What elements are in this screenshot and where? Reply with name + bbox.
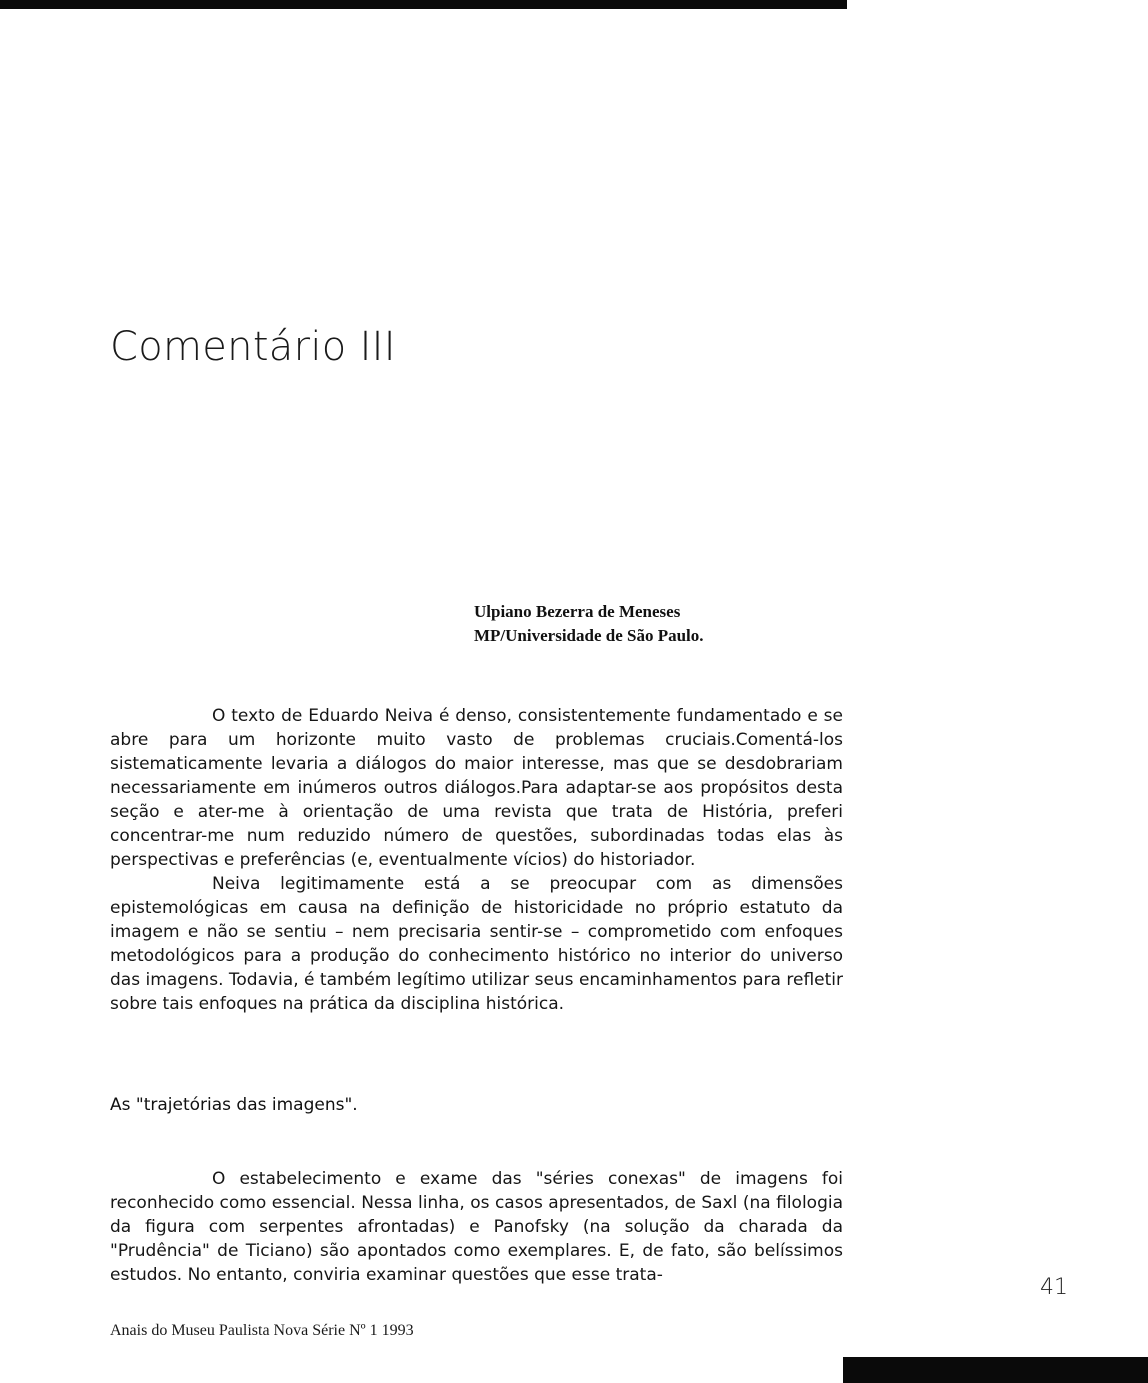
top-rule: [0, 0, 847, 9]
author-name: Ulpiano Bezerra de Meneses: [474, 602, 681, 621]
author-block: [474, 600, 704, 648]
section-heading: As "trajetórias das imagens".: [110, 1095, 358, 1115]
page-number: 41: [1040, 1275, 1068, 1300]
paragraph: O texto de Eduardo Neiva é denso, consistentemente fundamentado e se abre para um horizonte muito vasto de problemas cruciais.Comentá-los sistematicamente levaria a diálogos do maior interesse, mas que se desdobrariam necessariamente em inúmeros outros diálogos.Para adaptar-se aos propósitos desta seção e ater-me à orientação de uma revista que trata de História, preferi concentrar-me num reduzido número de questões, subordinadas todas elas às perspectivas e preferências (e, eventualmente vícios) do historiador.: [110, 706, 843, 870]
paragraph: O estabelecimento e exame das "séries conexas" de imagens foi reconhecido como essencial. Nessa linha, os casos apresentados, de Saxl (na filologia da figura com serpentes afrontadas) e Panofsky (na solução da charada da "Prudência" de Ticiano) são apontados como exemplares. E, de fato, são belíssimos estudos. No entanto, conviria examinar questões que esse trata-: [110, 1169, 843, 1285]
paragraph: Neiva legitimamente está a se preocupar com as dimensões epistemológicas em causa na definição de historicidade no próprio estatuto da imagem e não se sentiu – nem precisaria sentir-se – comprometido com enfoques metodológicos para a produção do conhecimento histórico no interior do universo das imagens. Todavia, é também legítimo utilizar seus encaminhamentos para refletir sobre tais enfoques na prática da disciplina histórica.: [110, 874, 843, 1014]
page-title: Comentário III: [110, 324, 396, 370]
bottom-bar: [843, 1357, 1148, 1383]
section-2-body: [110, 1167, 843, 1287]
journal-footer: Anais do Museu Paulista Nova Série Nº 1 1993: [110, 1322, 414, 1339]
author-affiliation: MP/Universidade de São Paulo.: [474, 626, 704, 645]
section-1-body: [110, 704, 843, 1016]
